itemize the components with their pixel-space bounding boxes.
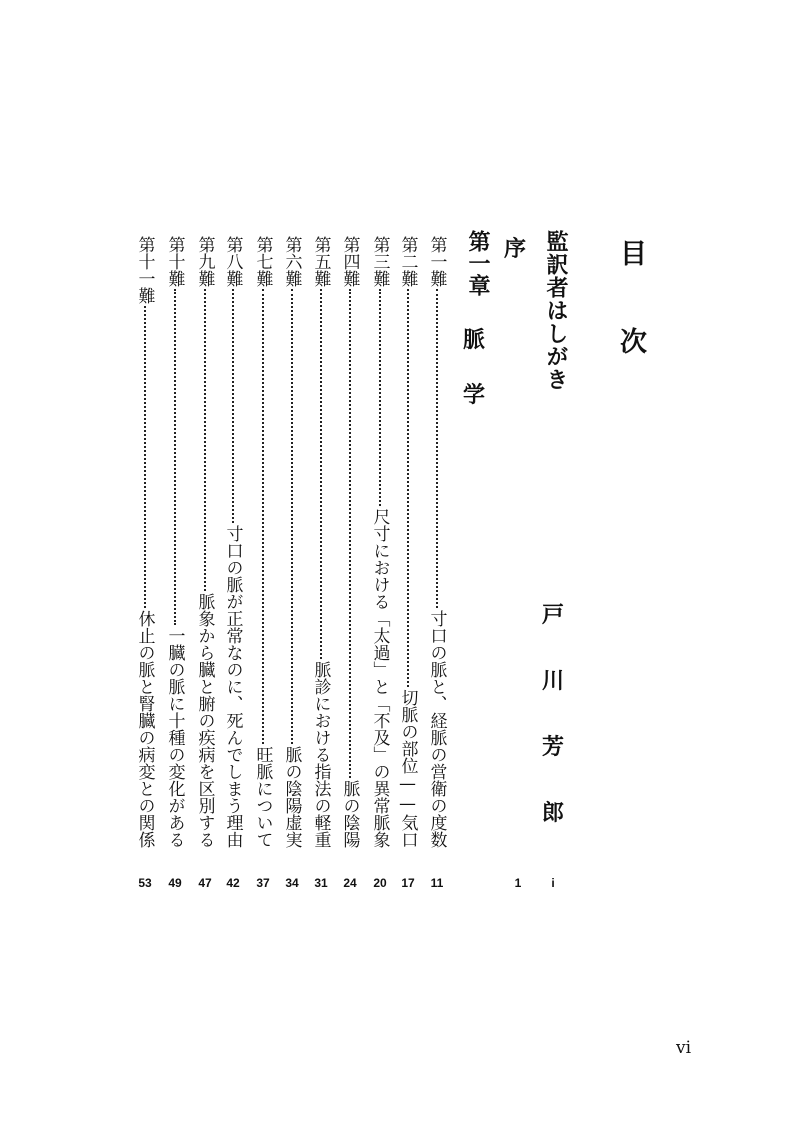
author-char: 川 (542, 668, 565, 694)
toc-entry[interactable] (134, 236, 156, 848)
entry-title: 寸口の脈と、経脈の営衛の度数 (426, 610, 447, 848)
leader-dots (291, 289, 293, 744)
entry-label: 第六難 (281, 236, 302, 287)
entry-label: 第一難 (426, 236, 447, 287)
toc-entry[interactable] (397, 236, 419, 848)
page-number: vi (676, 1038, 692, 1058)
leader-dots (144, 306, 146, 608)
entry-label: 第四難 (339, 236, 360, 287)
toc-entry[interactable] (426, 236, 448, 848)
author-char: 戸 (542, 602, 565, 628)
chapter-label: 第一章 (465, 230, 491, 296)
entry-page: 11 (430, 876, 444, 890)
toc-entry[interactable] (222, 236, 244, 848)
entry-title: 休止の脈と腎臓の病変との関係 (134, 610, 155, 848)
entry-title: 一臓の脈に十種の変化がある (164, 627, 185, 848)
entry-title: 切脈の部位——気口 (397, 689, 418, 848)
entry-label: 第五難 (310, 236, 331, 287)
entry-label: 第十難 (164, 236, 185, 287)
entry-page: 49 (168, 876, 182, 890)
entry-page: 34 (285, 876, 299, 890)
entry-label: 第七難 (252, 236, 273, 287)
leader-dots (407, 289, 409, 687)
entry-label: 第九難 (194, 236, 215, 287)
author-char: 芳 (542, 734, 565, 760)
entry-title: 脈象から臓と腑の疾病を区別する (194, 593, 215, 848)
preface-page: i (551, 876, 555, 890)
entry-title: 脈の陰陽虚実 (281, 746, 302, 848)
leader-dots (204, 289, 206, 591)
entry-page: 17 (401, 876, 415, 890)
entry-label: 第十一難 (134, 236, 155, 304)
entry-title: 旺脈について (252, 746, 273, 848)
entry-title: 尺寸における「太過」と「不及」の異常脈象 (369, 508, 390, 848)
leader-dots (262, 289, 264, 744)
chapter-title-char: 学 (463, 382, 486, 408)
entry-page: 42 (226, 876, 240, 890)
toc-entry[interactable] (369, 236, 391, 848)
toc-entry[interactable] (310, 236, 332, 848)
toc-entry[interactable] (194, 236, 216, 848)
entry-page: 53 (138, 876, 152, 890)
toc-entry[interactable] (281, 236, 303, 848)
intro-label: 序 (504, 236, 527, 262)
entry-title: 寸口の脈が正常なのに、死んでしまう理由 (222, 525, 243, 848)
preface-label: 監訳者はしがき (543, 230, 569, 391)
entry-page: 20 (373, 876, 387, 890)
entry-page: 37 (256, 876, 270, 890)
toc-title-char-2: 次 (620, 327, 647, 358)
leader-dots (320, 289, 322, 659)
intro-page: 1 (514, 876, 522, 890)
entry-page: 31 (314, 876, 328, 890)
author-char: 郎 (542, 800, 565, 826)
toc-entry[interactable] (164, 236, 186, 848)
leader-dots (379, 289, 381, 506)
leader-dots (174, 289, 176, 625)
entry-label: 第三難 (369, 236, 390, 287)
entry-label: 第二難 (397, 236, 418, 287)
entry-title: 脈診における指法の軽重 (310, 661, 331, 848)
toc-entry[interactable] (339, 236, 361, 848)
entry-label: 第八難 (222, 236, 243, 287)
toc-title-char-1: 目 (620, 239, 647, 270)
entry-page: 47 (198, 876, 212, 890)
entry-title: 脈の陰陽 (339, 780, 360, 848)
leader-dots (232, 289, 234, 523)
leader-dots (436, 289, 438, 608)
toc-entry[interactable] (252, 236, 274, 848)
entry-page: 24 (343, 876, 357, 890)
chapter-title-char: 脈 (463, 327, 486, 353)
leader-dots (349, 289, 351, 778)
